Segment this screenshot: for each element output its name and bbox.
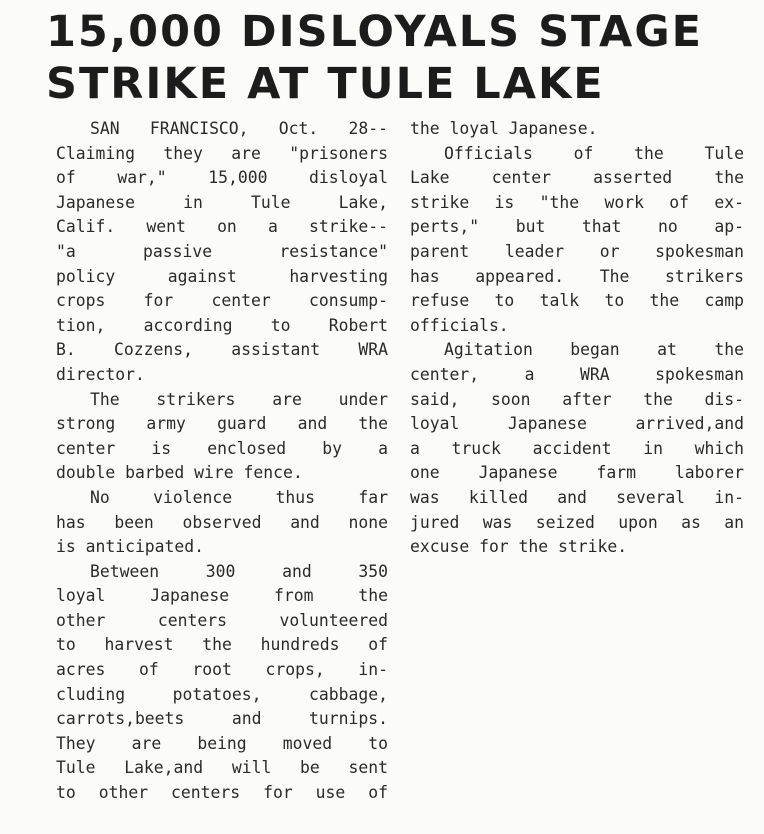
article-text-line: strike is "the work of ex-	[410, 192, 744, 212]
article-text-line: carrots,beets and turnips.	[56, 709, 388, 729]
article-text-line: Tule Lake,and will be sent	[56, 758, 388, 778]
article-text-line: one Japanese farm laborer	[410, 463, 744, 483]
article-text-line: jured was seized upon as an	[410, 512, 744, 532]
article-text-line: excuse for the strike.	[410, 537, 628, 557]
article-text-line: is anticipated.	[56, 537, 205, 557]
article-text-line: Calif. went on a strike--	[56, 217, 388, 237]
article-text-line: loyal Japanese arrived,and	[410, 414, 744, 434]
article-text-line: refuse to talk to the camp	[410, 291, 744, 311]
article-text-line: said, soon after the dis-	[410, 389, 744, 409]
article-text-line: has appeared. The strikers	[410, 266, 744, 286]
article-text-line: strong army guard and the	[56, 414, 388, 434]
article-text-line: B. Cozzens, assistant WRA	[56, 340, 388, 360]
article-text-line: perts," but that no ap-	[410, 217, 744, 237]
article-text-line: They are being moved to	[56, 733, 388, 753]
article-text-line: double barbed wire fence.	[56, 463, 303, 483]
article-column-right	[410, 117, 744, 560]
article-text-line: Lake center asserted the	[410, 168, 744, 188]
article-text-line: Officials of the Tule	[444, 143, 744, 163]
article-text-line: officials.	[410, 315, 509, 335]
headline-line: STRIKE AT TULE LAKE	[46, 59, 605, 109]
article-text-line: has been observed and none	[56, 512, 388, 532]
article-text-line: tion, according to Robert	[56, 315, 388, 335]
article-text-line: Japanese in Tule Lake,	[56, 192, 388, 212]
article-text-line: crops for center consump-	[56, 291, 388, 311]
article-text-line: policy against harvesting	[56, 266, 388, 286]
article-text-line: SAN FRANCISCO, Oct. 28--	[90, 119, 388, 138]
article-column-left	[56, 117, 388, 806]
article-text-line: the loyal Japanese.	[410, 119, 598, 138]
article-text-line: director.	[56, 364, 145, 384]
article-text-line: to harvest the hundreds of	[56, 635, 388, 655]
article-text-line: a truck accident in which	[410, 438, 744, 458]
article-text-line: was killed and several in-	[410, 487, 744, 507]
article-text-line: acres of root crops, in-	[56, 660, 388, 680]
article-text-line: of war," 15,000 disloyal	[56, 168, 388, 188]
article-text-line: to other centers for use of	[56, 783, 388, 803]
article-text-line: center is enclosed by a	[56, 438, 388, 458]
article-text-line: loyal Japanese from the	[56, 586, 388, 606]
article-text-line: parent leader or spokesman	[410, 241, 744, 261]
article-text-line: Between 300 and 350	[90, 561, 388, 581]
article-text-line: No violence thus far	[90, 487, 388, 507]
article-text-line: center, a WRA spokesman	[410, 364, 744, 384]
article-text-line: Claiming they are "prisoners	[56, 143, 388, 163]
article-text-line: Agitation began at the	[444, 340, 744, 360]
headline-line: 15,000 DISLOYALS STAGE	[46, 7, 704, 57]
article-text-line: cluding potatoes, cabbage,	[56, 684, 388, 704]
headline	[46, 6, 736, 110]
article-text-line: other centers volunteered	[56, 610, 388, 630]
article-text-line: "a passive resistance"	[56, 241, 388, 261]
article-text-line: The strikers are under	[90, 389, 388, 409]
